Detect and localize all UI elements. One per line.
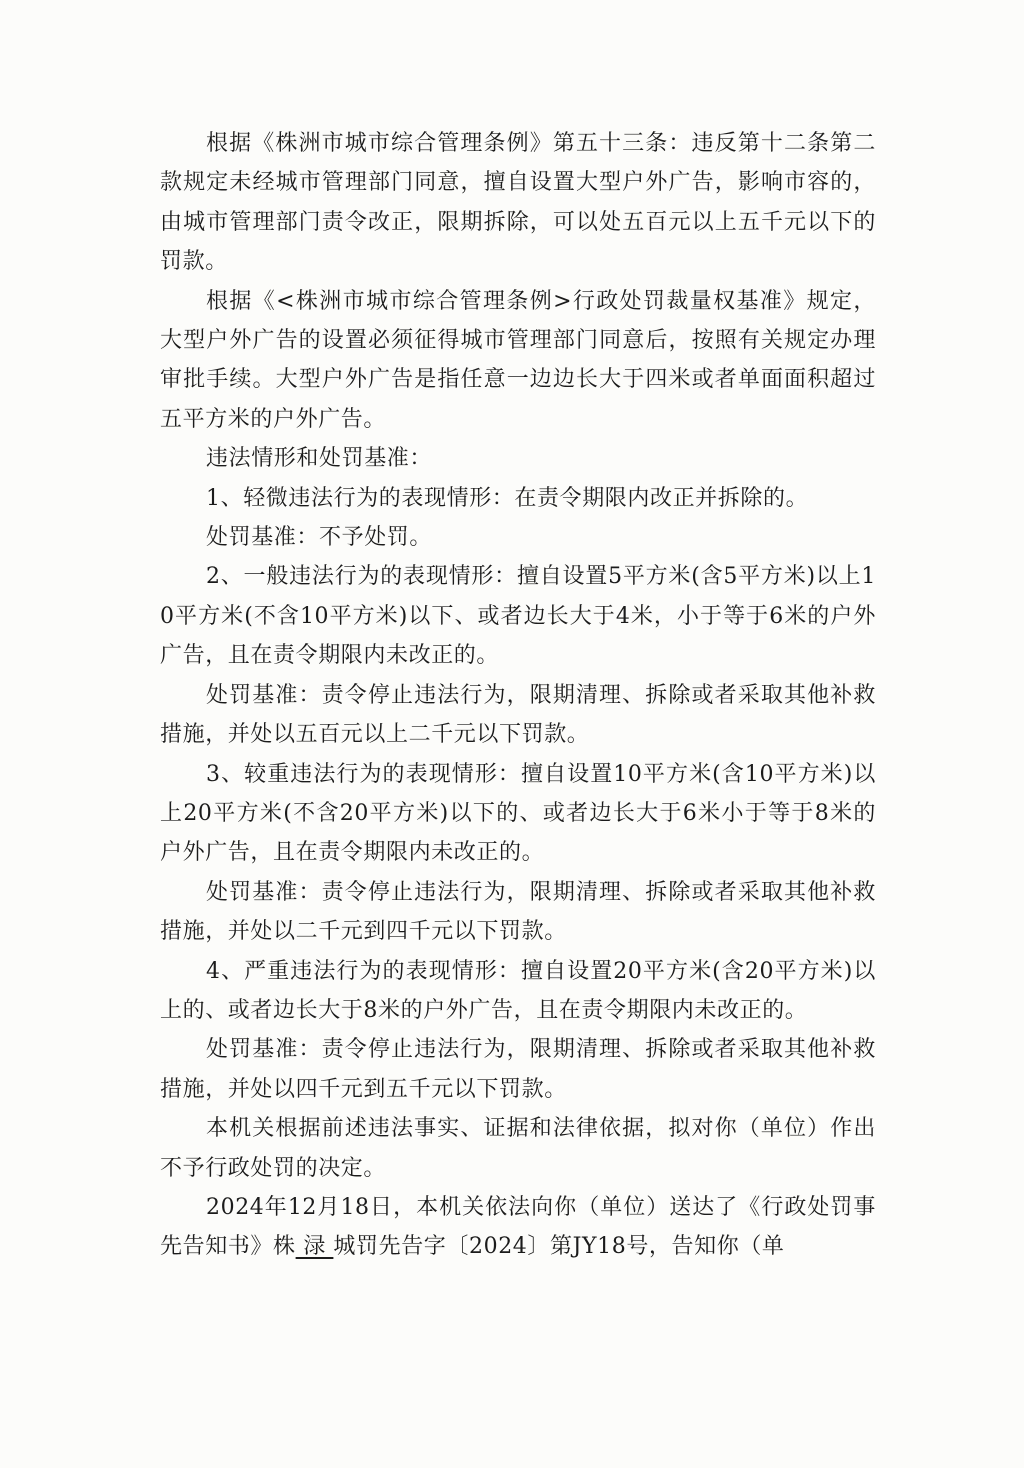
paragraph-serious-violation: 3、较重违法行为的表现情形：擅自设置10平方米(含10平方米)以上20平方米(不含20平方米)以下的、或者边长大于6米小于等于8米的户外广告，且在责令期限内未改正的。: [160, 761, 876, 866]
paragraph-serious-penalty: 处罚基准：责令停止违法行为，限期清理、拆除或者采取其他补救措施，并处以二千元到四千元以下罚款。: [160, 879, 876, 945]
paragraph-general-violation: 2、一般违法行为的表现情形：擅自设置5平方米(含5平方米)以上10平方米(不含10平方米)以下、或者边长大于4米，小于等于6米的户外广告，且在责令期限内未改正的。: [160, 564, 876, 669]
paragraph-general-penalty: 处罚基准：责令停止违法行为，限期清理、拆除或者采取其他补救措施，并处以五百元以上二千元以下罚款。: [160, 682, 876, 748]
paragraph-severe-penalty: 处罚基准：责令停止违法行为，限期清理、拆除或者采取其他补救措施，并处以四千元到五千元以下罚款。: [160, 1037, 876, 1102]
notice-text-before: 2024年12月18日，本机关依法向你（单位）送达了《行政处罚事先告知书》株: [160, 1194, 876, 1260]
paragraph-discretion-standard: 根据《<株洲市城市综合管理条例>行政处罚裁量权基准》规定，大型户外广告的设置必须征得城市管理部门同意后，按照有关规定办理审批手续。大型户外广告是指任意一边边长大于四米或者单面面积超过五平方米的户外广告。: [160, 288, 876, 432]
document-body: [160, 124, 876, 1267]
paragraph-decision: 本机关根据前述违法事实、证据和法律依据，拟对你（单位）作出不予行政处罚的决定。: [160, 1116, 876, 1181]
paragraph-regulation-article-53: 根据《株洲市城市综合管理条例》第五十三条：违反第十二条第二款规定未经城市管理部门同意，擅自设置大型户外广告，影响市容的，由城市管理部门责令改正，限期拆除，可以处五百元以上五千元以下的罚款。: [160, 131, 876, 275]
notice-underlined-code: 渌: [295, 1234, 334, 1260]
paragraph-minor-violation: 1、轻微违法行为的表现情形：在责令期限内改正并拆除的。: [206, 485, 809, 511]
notice-text-after: 城罚先告字〔2024〕第JY18号，告知你（单: [333, 1234, 785, 1260]
paragraph-severe-violation: 4、严重违法行为的表现情形：擅自设置20平方米(含20平方米)以上的、或者边长大于8米的户外广告，且在责令期限内未改正的。: [160, 958, 876, 1023]
paragraph-minor-penalty: 处罚基准：不予处罚。: [206, 525, 433, 551]
paragraph-violation-heading: 违法情形和处罚基准：: [206, 446, 433, 472]
paragraph-notice-delivery: [160, 1188, 876, 1267]
